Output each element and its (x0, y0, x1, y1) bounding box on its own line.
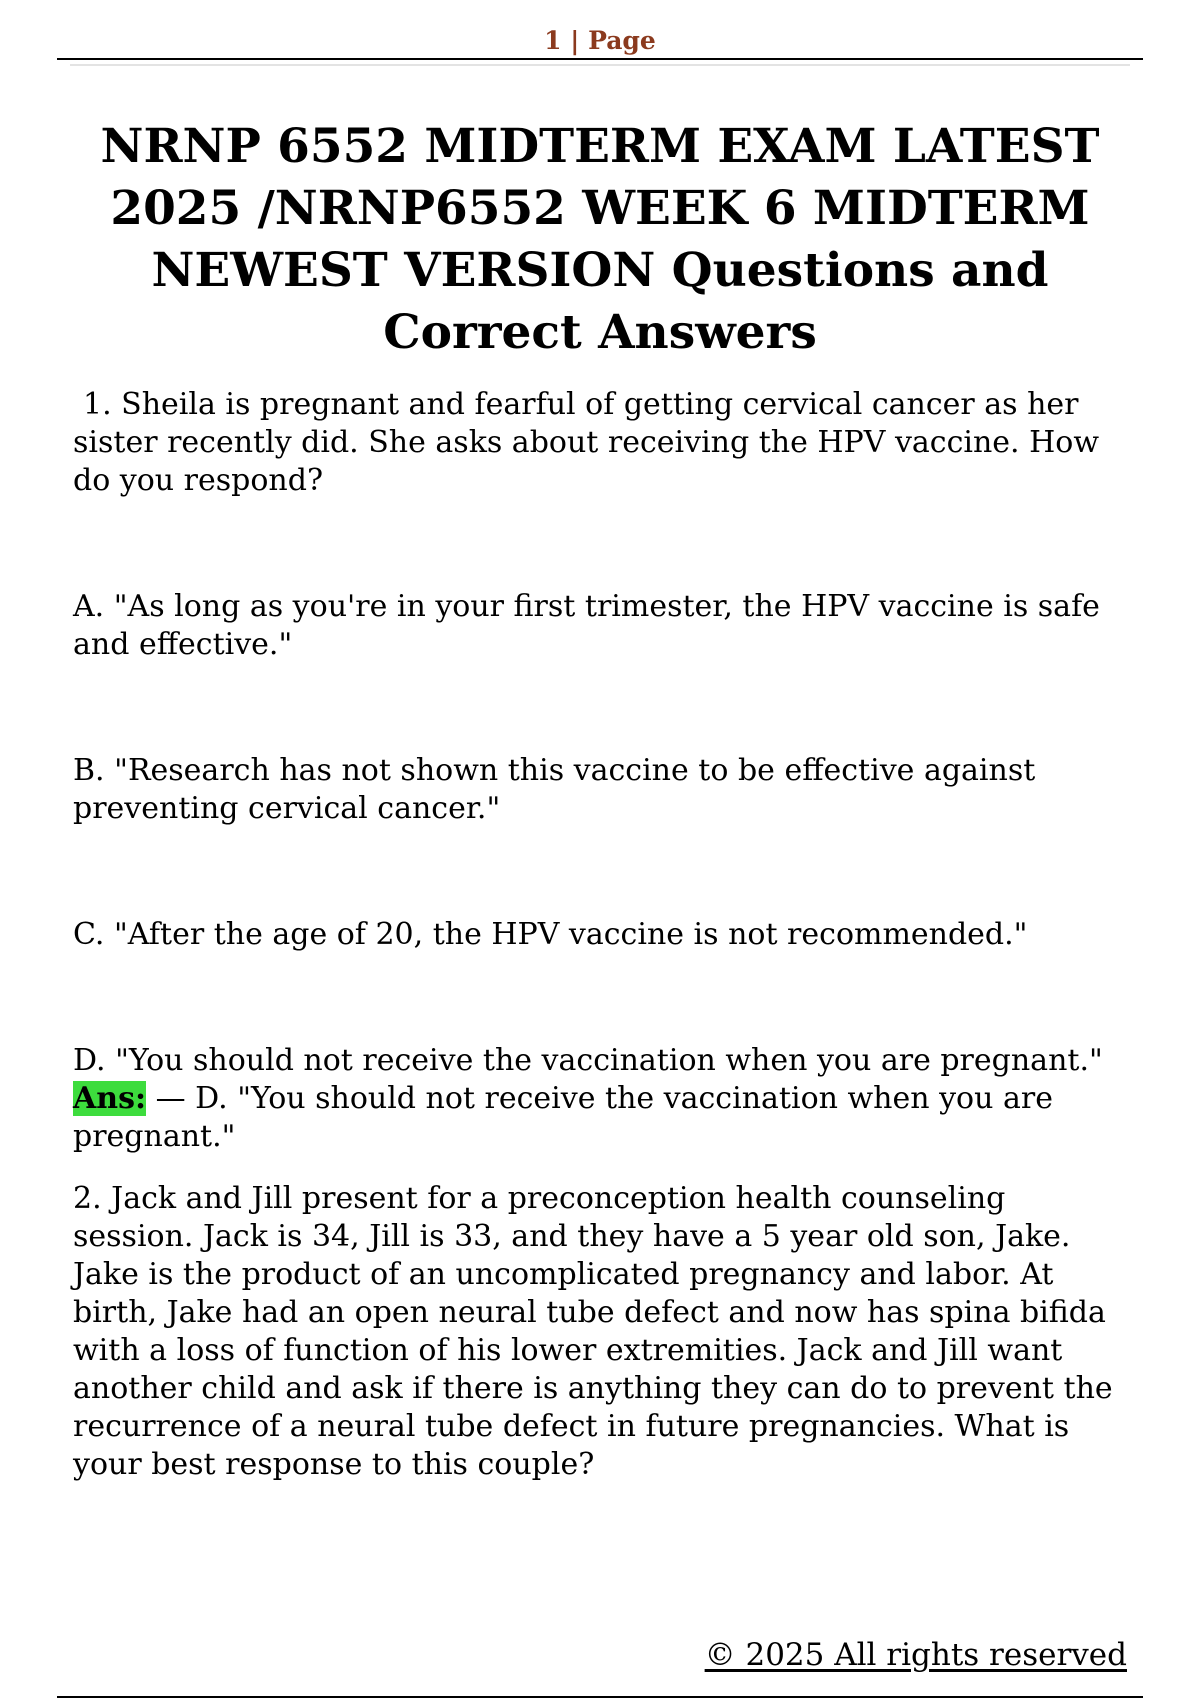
page-label: Page (588, 26, 656, 55)
page-number: 1 (544, 26, 562, 55)
option-letter: C. (73, 917, 105, 952)
option-text: "You should not receive the vaccination when you are pregnant." (115, 1043, 1103, 1078)
option-letter: B. (73, 753, 105, 788)
option-text: "Research has not shown this vaccine to be effective against preventing cervical cancer." (73, 753, 1036, 826)
answer-text: — D. "You should not receive the vaccination when you are pregnant." (73, 1081, 1053, 1154)
footer-divider (57, 1696, 1143, 1698)
option-text: "As long as you're in your first trimester, the HPV vaccine is safe and effective." (73, 589, 1100, 662)
option-letter: A. (73, 589, 105, 624)
option-d (73, 1042, 1133, 1156)
page-number-label (544, 26, 656, 55)
option-b (73, 752, 1133, 828)
option-a (73, 588, 1133, 664)
option-text: "After the age of 20, the HPV vaccine is not recommended." (113, 917, 1028, 952)
copyright-footer: © 2025 All rights reserved (704, 1637, 1127, 1673)
question-1 (73, 386, 1133, 500)
option-c (73, 916, 1133, 954)
question-2 (73, 1180, 1133, 1484)
question-stem: Sheila is pregnant and fearful of getting cervical cancer as her sister recently did. She asks about receiving the HPV vaccine. How do you respond? (73, 387, 1100, 498)
document-title: NRNP 6552 MIDTERM EXAM LATEST 2025 /NRNP6552 WEEK 6 MIDTERM NEWEST VERSION Questions and Correct Answers (100, 119, 1100, 360)
page-separator: | (570, 26, 580, 55)
page-header (57, 26, 1143, 60)
option-letter: D. (73, 1043, 106, 1078)
question-number: 1. (83, 387, 112, 422)
document-body (73, 386, 1133, 1484)
question-number: 2. (73, 1181, 102, 1216)
header-divider (70, 64, 1130, 66)
answer-label: Ans: (73, 1081, 147, 1116)
question-stem: Jack and Jill present for a preconception health counseling session. Jack is 34, Jill is 33, and they have a 5 year old son, Jake. Jake is the product of an uncomplicated pregnancy and labor. At birth, Jake had an open neural tube defect and now has spina bifida with a loss of function of his lower extremities. Jack and Jill want another child and ask if there is anything they can do to prevent the recurrence of a neural tube defect in future pregnancies. What is your best response to this couple? (73, 1181, 1113, 1482)
